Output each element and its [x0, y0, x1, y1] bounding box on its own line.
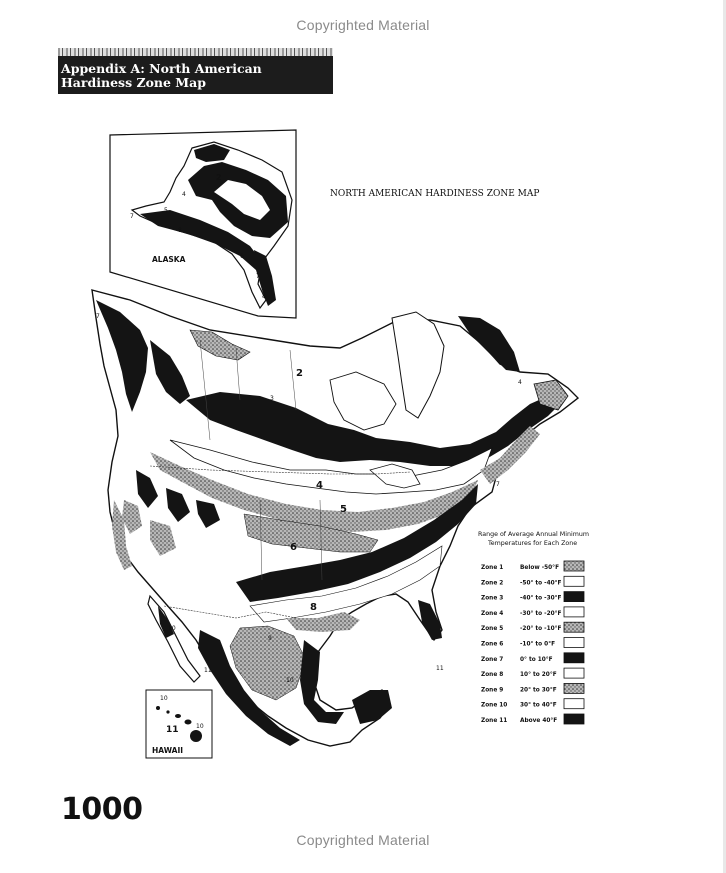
legend-title-line2: Temperatures for Each Zone [488, 540, 578, 547]
legend-zone-range: 20° to 30°F [520, 687, 557, 694]
legend-swatch [564, 592, 584, 602]
legend-swatch [564, 668, 584, 678]
alaska-zone-label: 7 [256, 273, 260, 280]
hawaii-island [166, 710, 169, 713]
legend-zone-name: Zone 7 [481, 656, 504, 663]
hawaii-zone-label: 10 [196, 723, 204, 730]
alaska-zone-label: 4 [182, 191, 186, 198]
legend-zone-range: -30° to -20°F [520, 610, 562, 617]
alaska-zone-label: 5 [164, 207, 168, 214]
legend-zone-name: Zone 3 [481, 595, 504, 602]
hawaii-zone-label: 10 [160, 695, 168, 702]
copyright-notice-top: Copyrighted Material [296, 17, 430, 33]
alaska-zone-label: 8 [262, 293, 266, 300]
hawaii-label: HAWAII [152, 746, 184, 755]
map-zone-label: 4 [316, 480, 323, 491]
copyright-notice-bottom: Copyrighted Material [296, 832, 430, 848]
legend-zone-name: Zone 11 [481, 718, 508, 724]
legend-zone-name: Zone 9 [481, 687, 504, 694]
legend-swatch [564, 699, 584, 709]
north-america-main [92, 290, 578, 746]
legend-swatch [564, 576, 584, 586]
legend-swatch [564, 653, 584, 663]
legend-zone-range: -40° to -30°F [520, 595, 562, 602]
map-zone-label: 3 [270, 395, 274, 402]
legend-zone-range: -50° to -40°F [520, 580, 562, 587]
legend-swatch [564, 607, 584, 617]
legend-rows [481, 561, 584, 724]
hawaii-island [175, 714, 181, 718]
map-zone-label: 7 [496, 481, 500, 488]
legend-zone-name: Zone 4 [481, 610, 504, 617]
map-zone-label: 8 [310, 602, 317, 613]
hawaii-island [156, 706, 160, 710]
legend-zone-name: Zone 10 [481, 702, 508, 709]
legend-zone-name: Zone 8 [481, 672, 504, 679]
legend-zone-range: Above 40°F [520, 718, 558, 724]
legend-zone-range: Below -50°F [520, 565, 560, 571]
legend-swatch [564, 561, 584, 571]
legend-zone-name: Zone 2 [481, 580, 504, 587]
map-zone-label: 6 [290, 542, 297, 553]
legend-zone-range: -20° to -10°F [520, 626, 562, 633]
hawaii-island [190, 730, 202, 742]
map-zone-label: 9 [268, 635, 272, 642]
map-zone-label: 2 [296, 368, 303, 379]
alaska-zone-label: 2 [216, 173, 222, 182]
map-zone-label: 11 [204, 667, 212, 674]
alaska-inset [110, 130, 296, 318]
hawaii-inset [146, 690, 212, 758]
map-zone-label: 5 [340, 504, 347, 515]
legend-swatch [564, 714, 584, 724]
legend-swatch [564, 683, 584, 693]
map-zone-label: 4 [518, 379, 522, 386]
map-title: NORTH AMERICAN HARDINESS ZONE MAP [330, 189, 540, 199]
map-zone-label: 7 [96, 313, 100, 320]
map-zone-label: 10 [168, 625, 176, 632]
legend-zone-range: 10° to 20°F [520, 672, 557, 679]
hawaii-island [185, 720, 192, 725]
alaska-zone-label: 8 [178, 227, 182, 234]
appendix-title-line2: Hardiness Zone Map [61, 75, 206, 90]
alaska-zone-label: 7 [130, 213, 134, 220]
legend-swatch [564, 638, 584, 648]
legend-zone-range: 30° to 40°F [520, 702, 557, 709]
legend-swatch [564, 622, 584, 632]
appendix-title-line1: Appendix A: North American [61, 61, 262, 76]
page-number: 1000 [61, 792, 143, 827]
legend-zone-range: -10° to 0°F [520, 641, 556, 648]
map-zone-label: 11 [436, 665, 444, 672]
legend-zone-name: Zone 6 [481, 641, 504, 648]
legend-title-line1: Range of Average Annual Minimum [478, 531, 589, 538]
alaska-label: ALASKA [152, 255, 186, 264]
map-zone-label: 10 [286, 677, 294, 684]
alaska-zone-label: 6 [240, 253, 244, 260]
legend-zone-name: Zone 5 [481, 626, 504, 633]
legend-zone-name: Zone 1 [481, 565, 504, 571]
legend-zone-range: 0° to 10°F [520, 656, 553, 663]
hawaii-zone-label: 11 [166, 725, 179, 735]
zone-legend [478, 531, 589, 724]
